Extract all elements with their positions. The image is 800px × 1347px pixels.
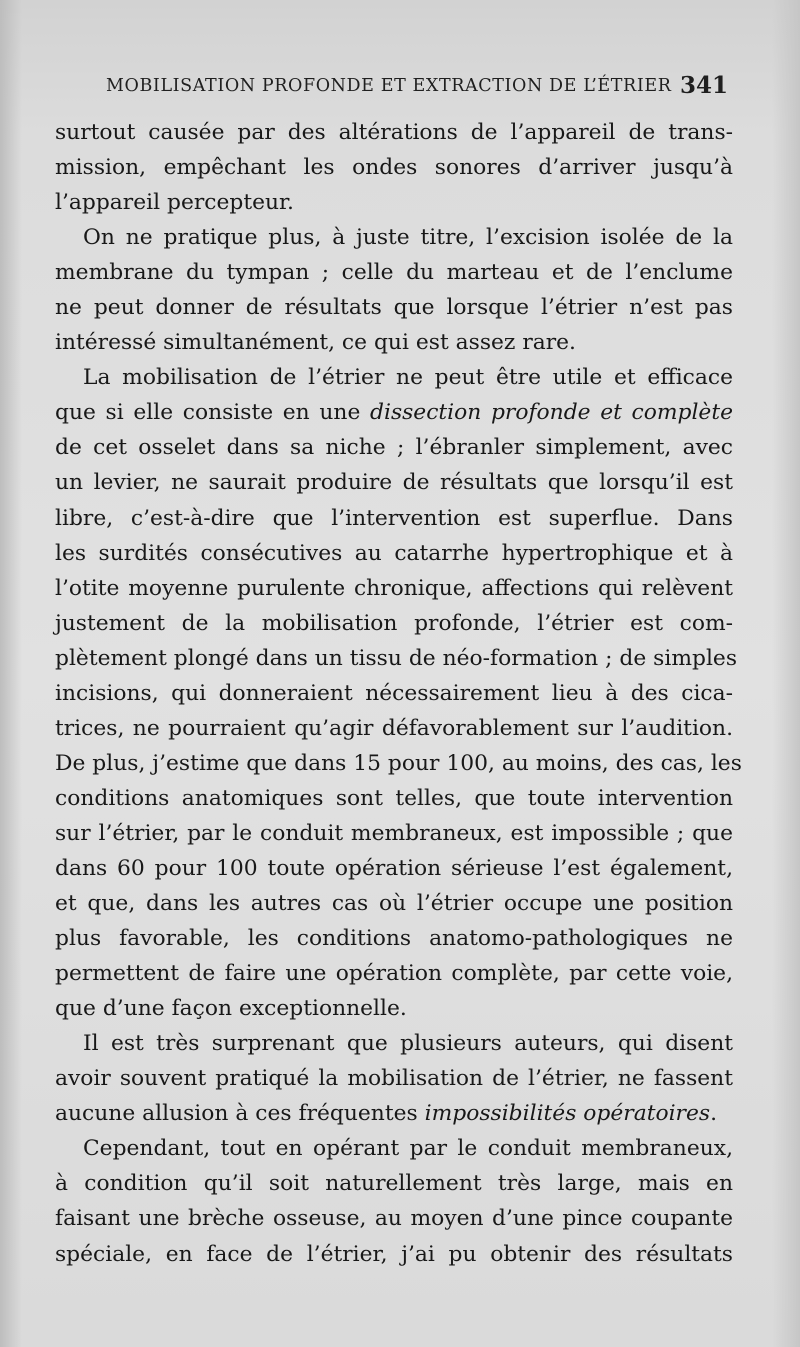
text-line: justement de la mobilisation profonde, l’étrier est com- <box>55 610 733 636</box>
text-line: intéressé simultanément, ce qui est assez rare. <box>55 330 576 356</box>
text-line: mission, empêchant les ondes sonores d’arriver jusqu’à <box>55 155 733 181</box>
text-line: plus favorable, les conditions anatomo-pathologiques ne <box>55 926 733 952</box>
text-line: libre, c’est-à-dire que l’intervention est superflue. Dans <box>55 505 733 531</box>
text-line: trices, ne pourraient qu’agir défavorablement sur l’audition. <box>55 715 733 741</box>
text-line <box>55 360 733 395</box>
text-line: On ne pratique plus, à juste titre, l’excision isolée de la <box>83 225 733 251</box>
text-line: Il est très surprenant que plusieurs auteurs, qui disent <box>83 1031 733 1057</box>
text-line: plètement plongé dans un tissu de néo-formation ; de simples <box>55 645 738 671</box>
text-line: De plus, j’estime que dans 15 pour 100, au moins, des cas, les <box>55 750 742 776</box>
text-line: à condition qu’il soit naturellement très large, mais en <box>55 1171 733 1197</box>
text-line: membrane du tympan ; celle du marteau et de l’enclume <box>55 260 733 286</box>
italic-segment: impossibilités opératoires <box>424 1101 711 1127</box>
text-line: que d’une façon exceptionnelle. <box>55 996 407 1022</box>
text-line: faisant une brèche osseuse, au moyen d’une pince coupante <box>55 1206 733 1232</box>
text-line: l’otite moyenne purulente chronique, affections qui relèvent <box>55 575 733 601</box>
text-line: spéciale, en face de l’étrier, j’ai pu obtenir des résultats <box>55 1241 733 1267</box>
text-line: de cet osselet dans sa niche ; l’ébranler simplement, avec <box>55 435 733 461</box>
text-segment: La mobilisation de l’étrier ne peut être utile et efficace <box>83 365 733 391</box>
italic-segment: dissection profonde et complète <box>370 400 733 426</box>
text-line: Cependant, tout en opérant par le conduit membraneux, <box>83 1136 733 1162</box>
page-number: 341 <box>679 72 728 99</box>
text-line: ne peut donner de résultats que lorsque l’étrier n’est pas <box>55 295 733 321</box>
text-line: sur l’étrier, par le conduit membraneux, est impossible ; que <box>55 820 733 846</box>
text-line: incisions, qui donneraient nécessairement lieu à des cica- <box>55 680 733 706</box>
text-line <box>55 395 733 430</box>
running-head <box>106 72 728 104</box>
text-line: conditions anatomiques sont telles, que toute intervention <box>55 785 733 811</box>
text-line: permettent de faire une opération complète, par cette voie, <box>55 961 733 987</box>
text-line: l’appareil percepteur. <box>55 190 294 216</box>
text-line: un levier, ne saurait produire de résultats que lorsqu’il est <box>55 470 733 496</box>
text-line: les surdités consécutives au catarrhe hypertrophique et à <box>55 540 733 566</box>
text-line: avoir souvent pratiqué la mobilisation de l’étrier, ne fassent <box>55 1066 733 1092</box>
text-line: dans 60 pour 100 toute opération sérieuse l’est également, <box>55 855 733 881</box>
text-segment: que si elle consiste en une <box>55 400 371 426</box>
text-line: et que, dans les autres cas où l’étrier occupe une position <box>55 891 733 917</box>
body-text <box>55 115 742 1272</box>
text-line <box>55 1096 733 1131</box>
text-segment: aucune allusion à ces fréquentes <box>55 1101 425 1127</box>
running-head-title: MOBILISATION PROFONDE ET EXTRACTION DE L’ÉTRIER <box>106 76 672 96</box>
text-segment: . <box>710 1101 717 1127</box>
text-line: surtout causée par des altérations de l’appareil de trans- <box>55 120 733 145</box>
